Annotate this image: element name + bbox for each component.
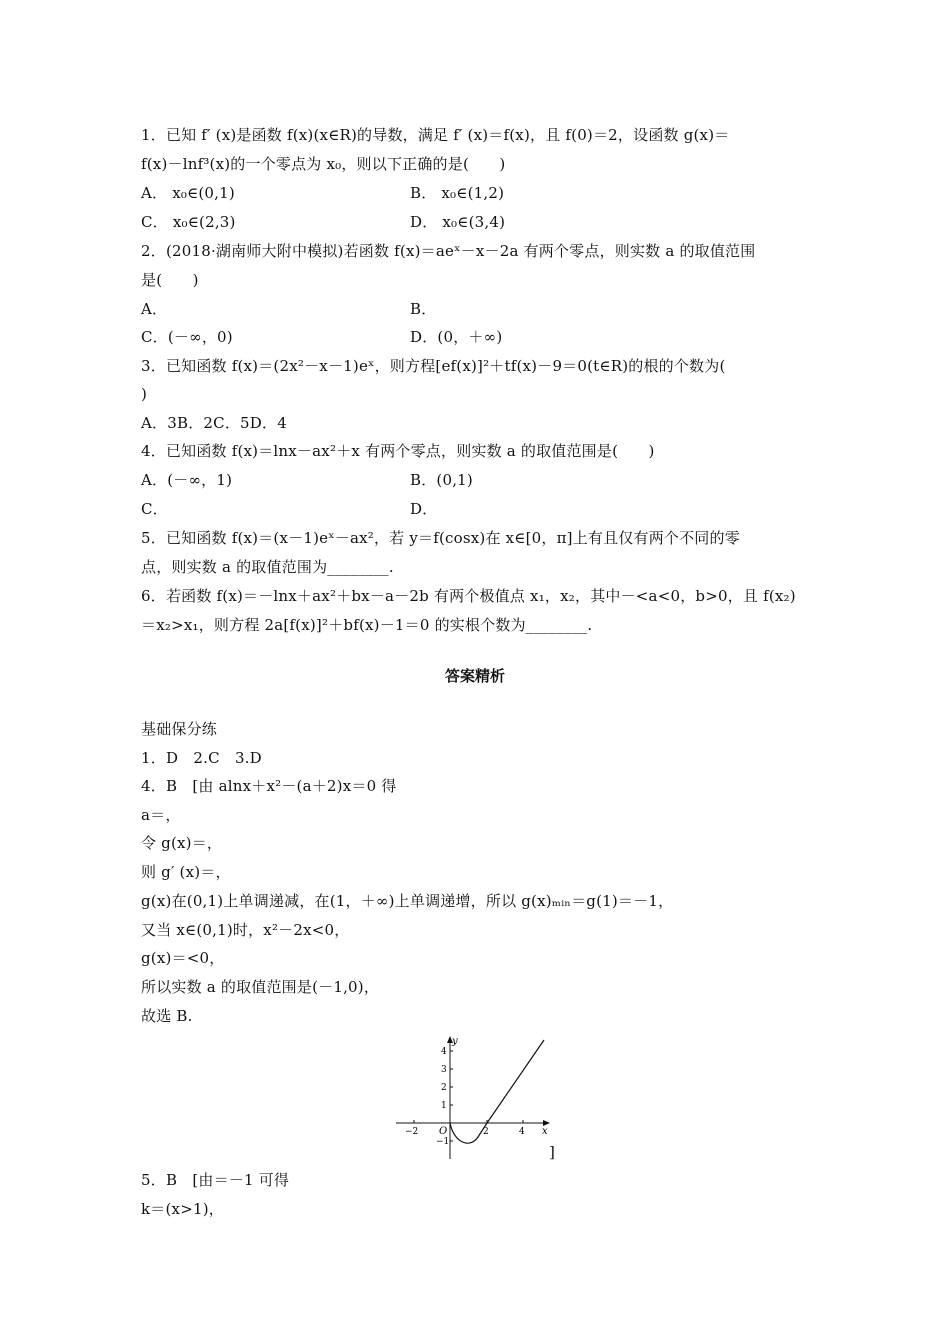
- function-curve: [450, 1040, 544, 1143]
- q2-stem-line2: 是( ): [141, 271, 199, 289]
- q1-option-d: D． x₀∈(3,4): [410, 213, 506, 231]
- answer4-line6: 又当 x∈(0,1)时，x²－2x<0，: [141, 921, 350, 939]
- y-tick-label: 1: [441, 1101, 447, 1111]
- answer4-line7: g(x)＝<0，: [141, 949, 225, 967]
- q4-option-a: A．(－∞，1): [141, 471, 233, 489]
- y-tick-label: −1: [436, 1137, 450, 1147]
- q1-stem-line1: 1．已知 f′ (x)是函数 f(x)(x∈R)的导数，满足 f′ (x)＝f(x)，且 f(0)＝2，设函数 g(x)＝: [141, 126, 730, 144]
- q1-option-b: B． x₀∈(1,2): [410, 184, 505, 202]
- q2-stem-line1: 2．(2018·湖南师大附中模拟)若函数 f(x)＝aeˣ－x－2a 有两个零点，则实数 a 的取值范围: [141, 242, 756, 260]
- q3-stem-line1: 3．已知函数 f(x)＝(2x²－x－1)eˣ，则方程[ef(x)]²＋tf(x)－9＝0(t∈R)的根的个数为(: [141, 357, 726, 375]
- answer4-line9: 故选 B.: [141, 1007, 193, 1025]
- q2-option-d: D．(0，＋∞): [410, 328, 503, 346]
- answer4-line2: a＝，: [141, 806, 181, 824]
- q1-stem-line2: f(x)－lnf³(x)的一个零点为 x₀，则以下正确的是( ): [141, 155, 506, 173]
- q6-stem-line2: ＝x₂>x₁，则方程 2a[f(x)]²＋bf(x)－1＝0 的实根个数为________.: [141, 616, 593, 634]
- answer5-line1: 5．B [由＝－1 可得: [141, 1171, 290, 1189]
- y-tick-label: 2: [441, 1083, 447, 1093]
- y-tick-label: 4: [441, 1047, 447, 1057]
- answers-section-title: 基础保分练: [141, 720, 218, 738]
- q1-option-a: A． x₀∈(0,1): [141, 184, 235, 202]
- q3-options: A．3B．2C．5D．4: [141, 414, 287, 432]
- answer4-closing-bracket: ]: [549, 1143, 555, 1161]
- q4-stem: 4．已知函数 f(x)＝lnx－ax²＋x 有两个零点，则实数 a 的取值范围是( ): [141, 442, 655, 460]
- q1-option-c: C． x₀∈(2,3): [141, 213, 236, 231]
- answer5-line2: k＝(x>1)，: [141, 1200, 224, 1218]
- q2-option-b: B．: [410, 300, 437, 318]
- q4-option-c: C．: [141, 500, 168, 518]
- q3-stem-line2: ): [141, 385, 148, 403]
- origin-label: O: [439, 1126, 448, 1137]
- x-tick-label: −2: [405, 1127, 419, 1137]
- q2-option-a: A．: [141, 300, 168, 318]
- y-tick-label: 3: [441, 1065, 447, 1075]
- answer4-line5: g(x)在(0,1)上单调递减，在(1，＋∞)上单调递增，所以 g(x)ₘᵢₙ＝g(1)＝－1，: [141, 892, 674, 910]
- q5-stem-line1: 5．已知函数 f(x)＝(x－1)eˣ－ax²，若 y＝f(cosx)在 x∈[0，π]上有且仅有两个不同的零: [141, 529, 740, 547]
- answer4-line1: 4．B [由 alnx＋x²－(a＋2)x＝0 得: [141, 777, 397, 795]
- q2-option-c: C．(－∞，0): [141, 328, 233, 346]
- x-tick-label: 4: [519, 1127, 525, 1137]
- q4-option-b: B．(0,1): [410, 471, 473, 489]
- answers-1-3: 1．D 2.C 3.D: [141, 749, 262, 767]
- q6-stem-line1: 6．若函数 f(x)＝－lnx＋ax²＋bx－a－2b 有两个极值点 x₁，x₂，其中－<a<0，b>0，且 f(x₂): [141, 587, 796, 605]
- answer4-line4: 则 g′ (x)＝，: [141, 863, 231, 881]
- q5-stem-line2: 点，则实数 a 的取值范围为________.: [141, 558, 394, 576]
- answers-heading: 答案精析: [444, 667, 505, 685]
- function-graph: [392, 1033, 562, 1163]
- q4-option-d: D．: [410, 500, 438, 518]
- x-axis-label: x: [542, 1126, 548, 1137]
- x-tick-label: 2: [483, 1127, 489, 1137]
- y-axis-label: y: [452, 1036, 458, 1047]
- answer4-line8: 所以实数 a 的取值范围是(－1,0)，: [141, 978, 380, 996]
- answer4-line3: 令 g(x)＝，: [141, 834, 223, 852]
